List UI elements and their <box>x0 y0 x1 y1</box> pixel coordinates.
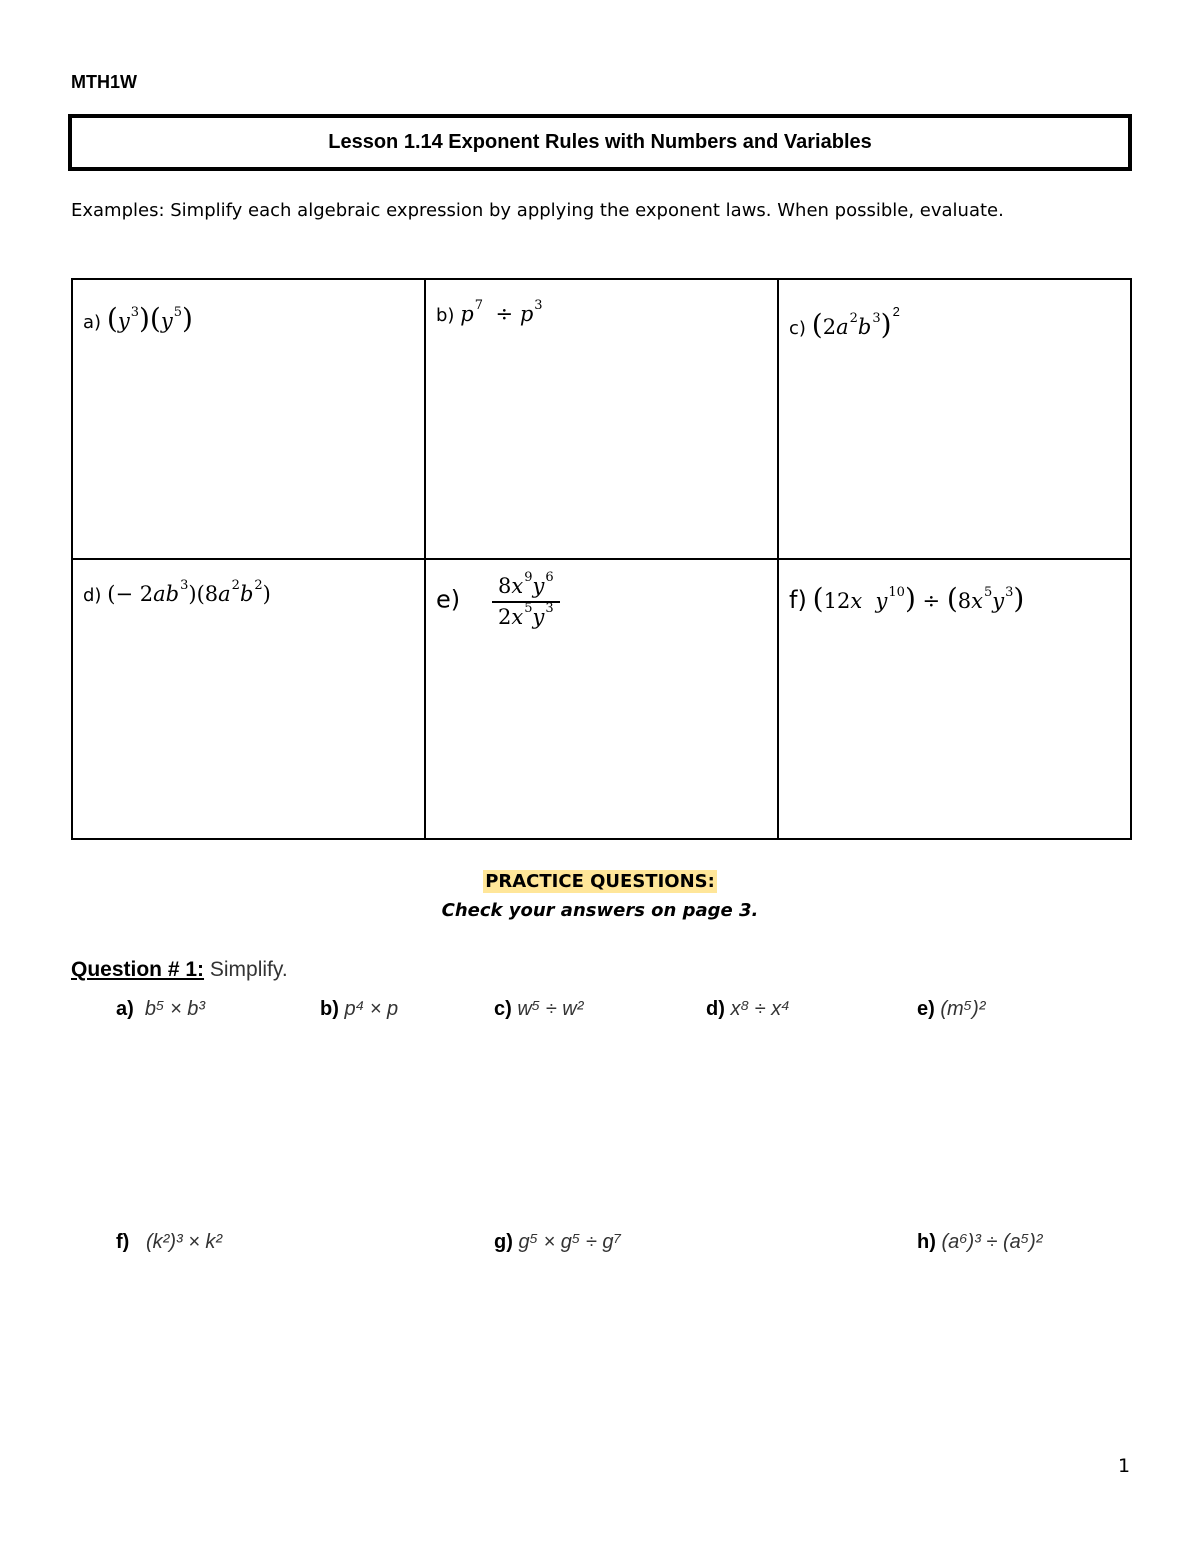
practice-heading <box>0 871 1200 892</box>
lesson-title-box <box>68 114 1132 171</box>
course-code: MTH1W <box>71 72 137 92</box>
example-f: f) (12x $y^{10}) \div (8x^5y^3)$ <box>789 582 1025 615</box>
lesson-title: Lesson 1.14 Exponent Rules with Numbers and Variables <box>328 131 872 153</box>
example-a-label: a) <box>83 312 102 333</box>
example-e <box>436 570 560 630</box>
practice-item-f-expr: (k²)³ × k² <box>146 1231 223 1253</box>
example-f-label: f) <box>789 586 807 614</box>
example-b-label: b) <box>436 305 455 326</box>
question-1-instruction: Simplify. <box>204 958 288 981</box>
page-number: 1 <box>1118 1455 1131 1477</box>
practice-item-d: d) x⁸ ÷ x⁴ <box>706 998 790 1020</box>
example-cell-a <box>72 279 425 559</box>
example-cell-e <box>425 559 778 839</box>
practice-item-b-expr: p⁴ × p <box>344 998 399 1020</box>
examples-table <box>71 278 1132 840</box>
question-1-title <box>71 958 288 982</box>
practice-item-d-expr: x⁸ ÷ x⁴ <box>730 998 790 1020</box>
practice-item-f: f) (k²)³ × k² <box>116 1231 223 1253</box>
example-a: a) $(y^3)(y^5)$ <box>83 302 193 335</box>
practice-item-g: g) g⁵ × g⁵ ÷ g⁷ <box>494 1231 622 1253</box>
practice-item-a: a) b⁵ × b³ <box>116 998 206 1020</box>
example-c: c) $(2a^2b^3)^2$ <box>789 304 900 341</box>
practice-item-h-expr: (a⁶)³ ÷ (a⁵)² <box>941 1231 1043 1253</box>
example-d: d) (− $2ab^3)(8a^2b^2)$ <box>83 578 271 606</box>
practice-item-g-expr: g⁵ × g⁵ ÷ g⁷ <box>518 1231 622 1253</box>
examples-instructions: Examples: Simplify each algebraic expression by applying the exponent laws. When possible, evaluate. <box>71 200 1004 221</box>
practice-heading-text: PRACTICE QUESTIONS: <box>485 871 715 892</box>
check-answers-note: Check your answers on page 3. <box>441 900 759 921</box>
example-cell-c <box>778 279 1131 559</box>
example-cell-b <box>425 279 778 559</box>
example-b: b) $p^7 \div p^3$ <box>436 298 543 326</box>
example-e-label: e) <box>436 585 461 614</box>
example-c-label: c) <box>789 318 806 339</box>
practice-item-h: h) (a⁶)³ ÷ (a⁵)² <box>917 1231 1043 1253</box>
practice-item-c: c) w⁵ ÷ w² <box>494 998 584 1020</box>
practice-item-c-expr: w⁵ ÷ w² <box>517 998 584 1020</box>
practice-item-e-expr: (m⁵)² <box>940 998 986 1020</box>
example-d-label: d) <box>83 585 102 606</box>
practice-item-e: e) (m⁵)² <box>917 998 986 1020</box>
example-cell-f <box>778 559 1131 839</box>
question-1-heading: Question # 1: <box>71 958 205 981</box>
example-cell-d <box>72 559 425 839</box>
example-e-fraction: $\frac{8x^9y^6}{2x^5y^3}$ <box>492 574 560 630</box>
practice-item-a-expr: b⁵ × b³ <box>144 998 206 1020</box>
practice-item-b: b) p⁴ × p <box>320 998 399 1020</box>
